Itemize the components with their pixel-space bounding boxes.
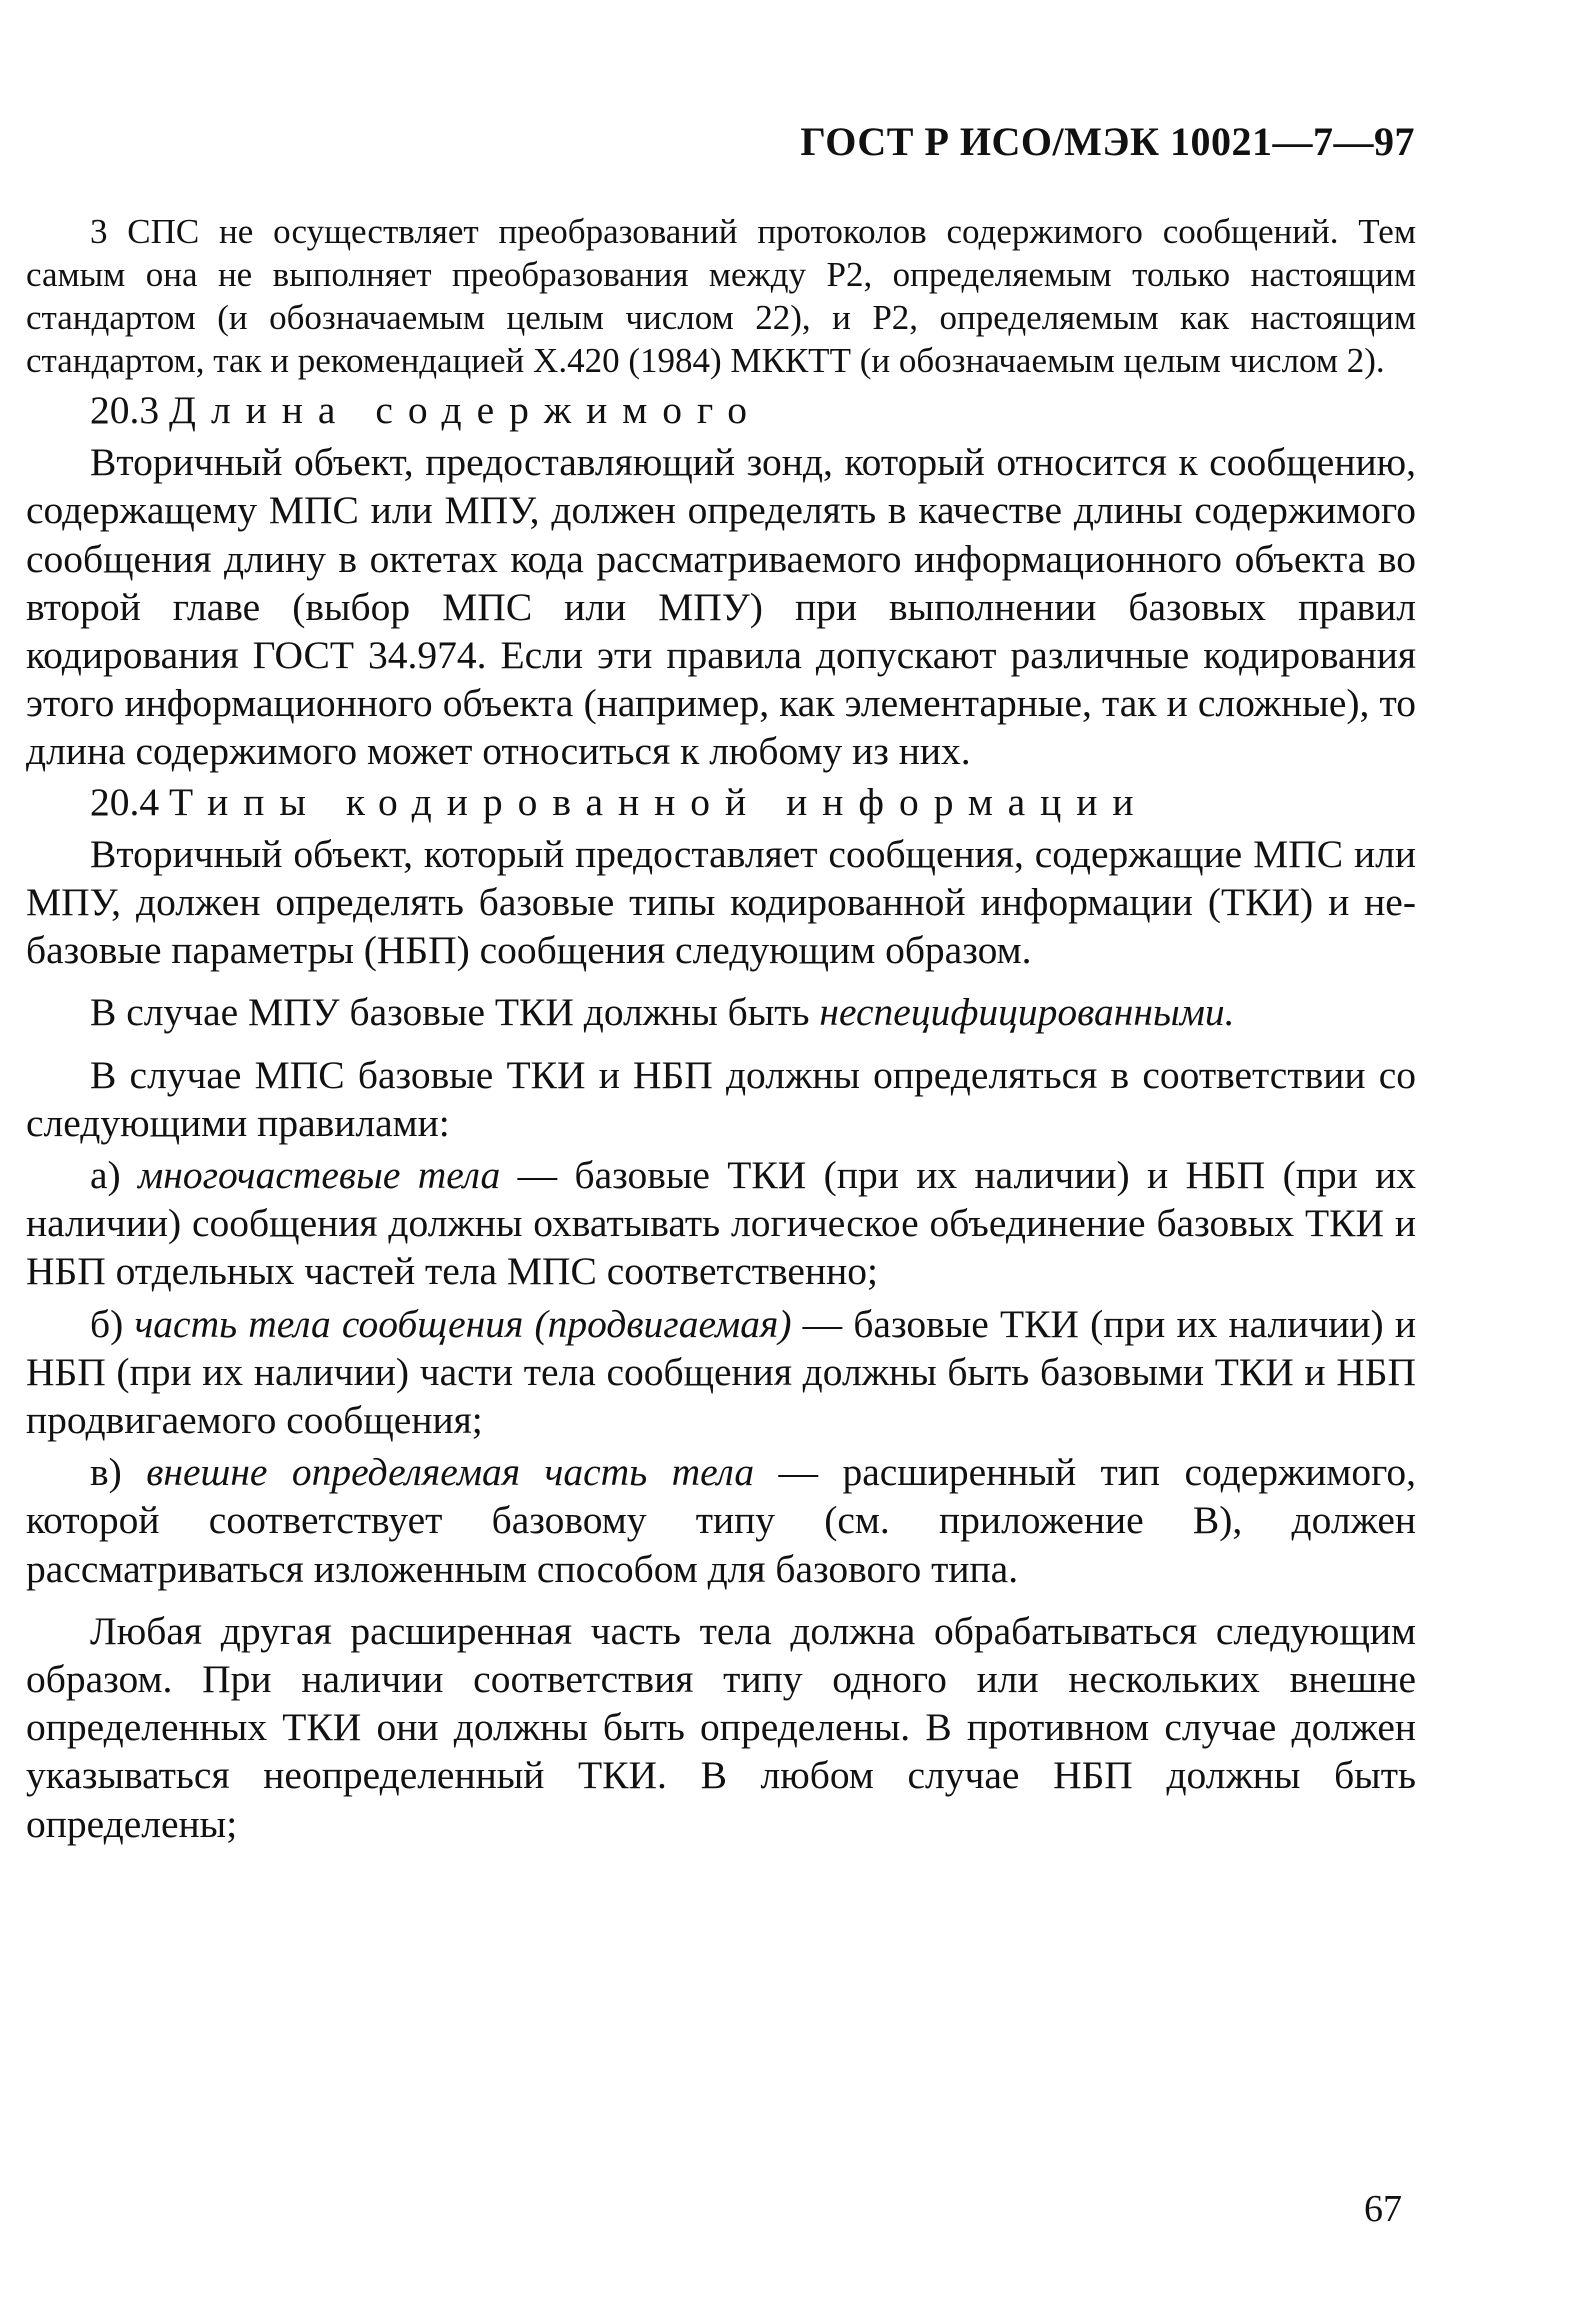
list-item [26,1448,1416,1593]
mpu-paragraph [26,988,1416,1036]
list-marker: б) [90,1301,124,1346]
page-number: 67 [1364,2188,1402,2230]
section-number: 20.4 [90,779,160,824]
note-paragraph: 3 СПС не осуществляет преобразований протоколов содержимого сообщений. Тем самым она не выполняет преобразования между Р2, определяемым только настоящим стандартом (и обозначаемым целым числом 22), и Р2, определяемым как настоящим стандартом, так и рекомендацией Х.420 (1984) МККТТ (и обозначаемым целым числом 2). [26,212,1416,380]
document-body [26,210,1416,1848]
section-title: Типы кодированной информации [169,779,1149,824]
section-title: Длина содержимого [169,388,763,432]
section-heading-20-4 [26,778,1416,826]
mpu-text: В случае МПУ базовые ТКИ должны быть [90,990,820,1035]
list-text: — расширенный тип содержимого, которой соответствует базовому типу (см. приложение В), должен рассматриваться изложенным способом для базового типа. [26,1450,1417,1591]
list-marker: а) [90,1153,121,1198]
list-item [26,1151,1416,1296]
section-paragraph: Вторичный объект, который предоставляет сообщения, содержащие МПС или МПУ, должен определять базовые типы кодированной информации (ТКИ) и не-базовые параметры (НБП) сообщения следующим образом. [26,831,1416,973]
list-text: — базовые ТКИ (при их наличии) и НБП (при их наличии) сообщения должны охватывать логическое объединение базовых ТКИ и НБП отдельных частей тела МПС соответственно; [26,1153,1416,1294]
closing-paragraph: Любая другая расширенная часть тела должна обрабатываться следующим образом. При наличии соответствия типу одного или нескольких внешне определенных ТКИ они должны быть определены. В противном случае должен указываться неопределенный ТКИ. В любом случае НБП должны быть определены; [26,1608,1416,1846]
list-term: многочастевые тела [138,1153,501,1198]
list-term: часть тела сообщения (продвигаемая) [134,1301,792,1346]
section-paragraph: Вторичный объект, предоставляющий зонд, который относится к сообщению, содержащему МПС или МПУ, должен определять в качестве длины содержимого сообщения длину в октетах кода рассматриваемого информационного объекта во второй главе (выбор МПС или МПУ) при выполнении базовых правил кодирования ГОСТ 34.974. Если эти правила допускают различные кодирования этого информационного объекта (например, как элементарные, так и сложные), то длина содержимого может относиться к любому из них. [26,440,1416,774]
section-number: 20.3 [90,388,160,432]
list-marker: в) [90,1450,122,1495]
list-item [26,1300,1416,1445]
list-text: — базовые ТКИ (при их наличии) и НБП (при их наличии) части тела сообщения должны быть базовыми ТКИ и НБП продвигаемого сообщения; [26,1301,1416,1443]
section-heading-20-3 [26,386,1416,434]
mps-rules-intro: В случае МПС базовые ТКИ и НБП должны определяться в соответствии со следующими правилами: [26,1052,1416,1145]
page-header: ГОСТ Р ИСО/МЭК 10021—7—97 [800,119,1415,164]
list-term: внешне определяемая часть тела [146,1450,755,1495]
mpu-italic-term: неспецифицированными. [819,990,1235,1035]
